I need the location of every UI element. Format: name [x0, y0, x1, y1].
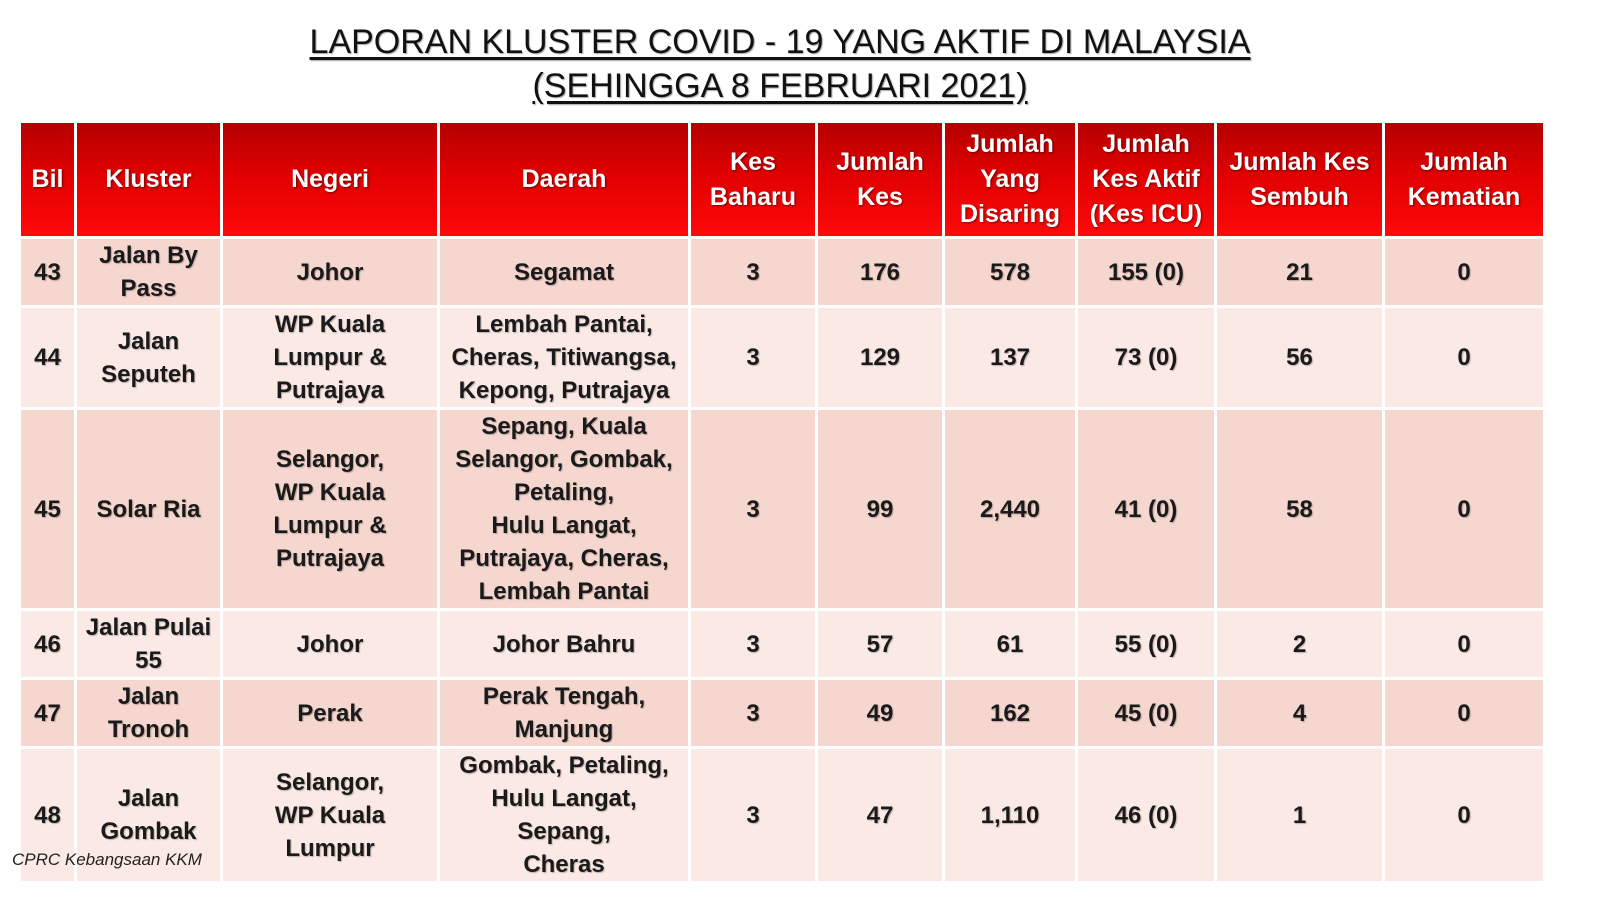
cell-jumlah-kes: 47	[818, 749, 942, 881]
header-kluster: Kluster	[77, 123, 220, 236]
cluster-table	[18, 120, 1546, 884]
cell-kematian: 0	[1385, 308, 1543, 407]
header-kes-aktif: Jumlah Kes Aktif (Kes ICU)	[1078, 123, 1214, 236]
cell-kes-aktif: 55 (0)	[1078, 611, 1214, 677]
cell-jumlah-kes: 49	[818, 680, 942, 746]
cell-jumlah-disaring: 162	[945, 680, 1075, 746]
cell-jumlah-disaring: 61	[945, 611, 1075, 677]
cell-kematian: 0	[1385, 680, 1543, 746]
cell-bil: 47	[21, 680, 74, 746]
table-row	[21, 611, 1543, 677]
cell-negeri: Johor	[223, 611, 437, 677]
table-row	[21, 410, 1543, 608]
header-negeri: Negeri	[223, 123, 437, 236]
cell-kes-sembuh: 56	[1217, 308, 1382, 407]
header-daerah: Daerah	[440, 123, 688, 236]
cell-kes-sembuh: 21	[1217, 239, 1382, 305]
table-row	[21, 680, 1543, 746]
cell-negeri: Selangor, WP Kuala Lumpur & Putrajaya	[223, 410, 437, 608]
cell-kes-aktif: 155 (0)	[1078, 239, 1214, 305]
cell-kematian: 0	[1385, 611, 1543, 677]
table-header-row	[21, 123, 1543, 236]
cell-jumlah-kes: 57	[818, 611, 942, 677]
cell-kes-baharu: 3	[691, 239, 815, 305]
cell-kematian: 0	[1385, 410, 1543, 608]
cell-kematian: 0	[1385, 749, 1543, 881]
cell-negeri: Johor	[223, 239, 437, 305]
cell-kes-aktif: 45 (0)	[1078, 680, 1214, 746]
cell-kes-baharu: 3	[691, 749, 815, 881]
cell-jumlah-disaring: 2,440	[945, 410, 1075, 608]
cell-kluster: Jalan Pulai 55	[77, 611, 220, 677]
cell-kes-sembuh: 1	[1217, 749, 1382, 881]
table-row	[21, 308, 1543, 407]
cell-kes-baharu: 3	[691, 308, 815, 407]
cell-bil: 45	[21, 410, 74, 608]
cell-kluster: Solar Ria	[77, 410, 220, 608]
cell-bil: 44	[21, 308, 74, 407]
cell-kes-sembuh: 58	[1217, 410, 1382, 608]
cell-kematian: 0	[1385, 239, 1543, 305]
cell-jumlah-kes: 129	[818, 308, 942, 407]
cell-kes-baharu: 3	[691, 410, 815, 608]
cell-kes-baharu: 3	[691, 611, 815, 677]
title-line-1: LAPORAN KLUSTER COVID - 19 YANG AKTIF DI MALAYSIA	[309, 23, 1251, 61]
source-credit: CPRC Kebangsaan KKM	[12, 850, 202, 869]
header-kes-baharu: Kes Baharu	[691, 123, 815, 236]
cell-kluster: Jalan By Pass	[77, 239, 220, 305]
cell-kes-aktif: 41 (0)	[1078, 410, 1214, 608]
cell-jumlah-kes: 99	[818, 410, 942, 608]
cell-bil: 43	[21, 239, 74, 305]
header-bil: Bil	[21, 123, 74, 236]
header-jumlah-disaring: Jumlah Yang Disaring	[945, 123, 1075, 236]
cell-kes-baharu: 3	[691, 680, 815, 746]
cell-jumlah-disaring: 578	[945, 239, 1075, 305]
cell-negeri: Selangor, WP Kuala Lumpur	[223, 749, 437, 881]
cell-jumlah-kes: 176	[818, 239, 942, 305]
cell-bil: 48	[21, 749, 74, 881]
cell-daerah: Perak Tengah, Manjung	[440, 680, 688, 746]
cell-daerah: Lembah Pantai, Cheras, Titiwangsa, Kepong, Putrajaya	[440, 308, 688, 407]
cell-bil: 46	[21, 611, 74, 677]
header-kematian: Jumlah Kematian	[1385, 123, 1543, 236]
cell-negeri: Perak	[223, 680, 437, 746]
cell-kluster: Jalan Seputeh	[77, 308, 220, 407]
cell-jumlah-disaring: 1,110	[945, 749, 1075, 881]
cell-kes-sembuh: 2	[1217, 611, 1382, 677]
header-kes-sembuh: Jumlah Kes Sembuh	[1217, 123, 1382, 236]
cell-daerah: Sepang, Kuala Selangor, Gombak, Petaling, Hulu Langat, Putrajaya, Cheras, Lembah Pantai	[440, 410, 688, 608]
cell-kes-aktif: 73 (0)	[1078, 308, 1214, 407]
cell-daerah: Johor Bahru	[440, 611, 688, 677]
cell-daerah: Segamat	[440, 239, 688, 305]
cell-negeri: WP Kuala Lumpur & Putrajaya	[223, 308, 437, 407]
title-line-2: (SEHINGGA 8 FEBRUARI 2021)	[532, 67, 1028, 105]
table-row	[21, 749, 1543, 881]
table-row	[21, 239, 1543, 305]
cell-kes-sembuh: 4	[1217, 680, 1382, 746]
cell-kluster: Jalan Tronoh	[77, 680, 220, 746]
cell-kes-aktif: 46 (0)	[1078, 749, 1214, 881]
cell-daerah: Gombak, Petaling, Hulu Langat, Sepang, Cheras	[440, 749, 688, 881]
cell-jumlah-disaring: 137	[945, 308, 1075, 407]
cell-kluster: Jalan Gombak	[77, 749, 220, 881]
report-title	[0, 20, 1560, 108]
header-jumlah-kes: Jumlah Kes	[818, 123, 942, 236]
